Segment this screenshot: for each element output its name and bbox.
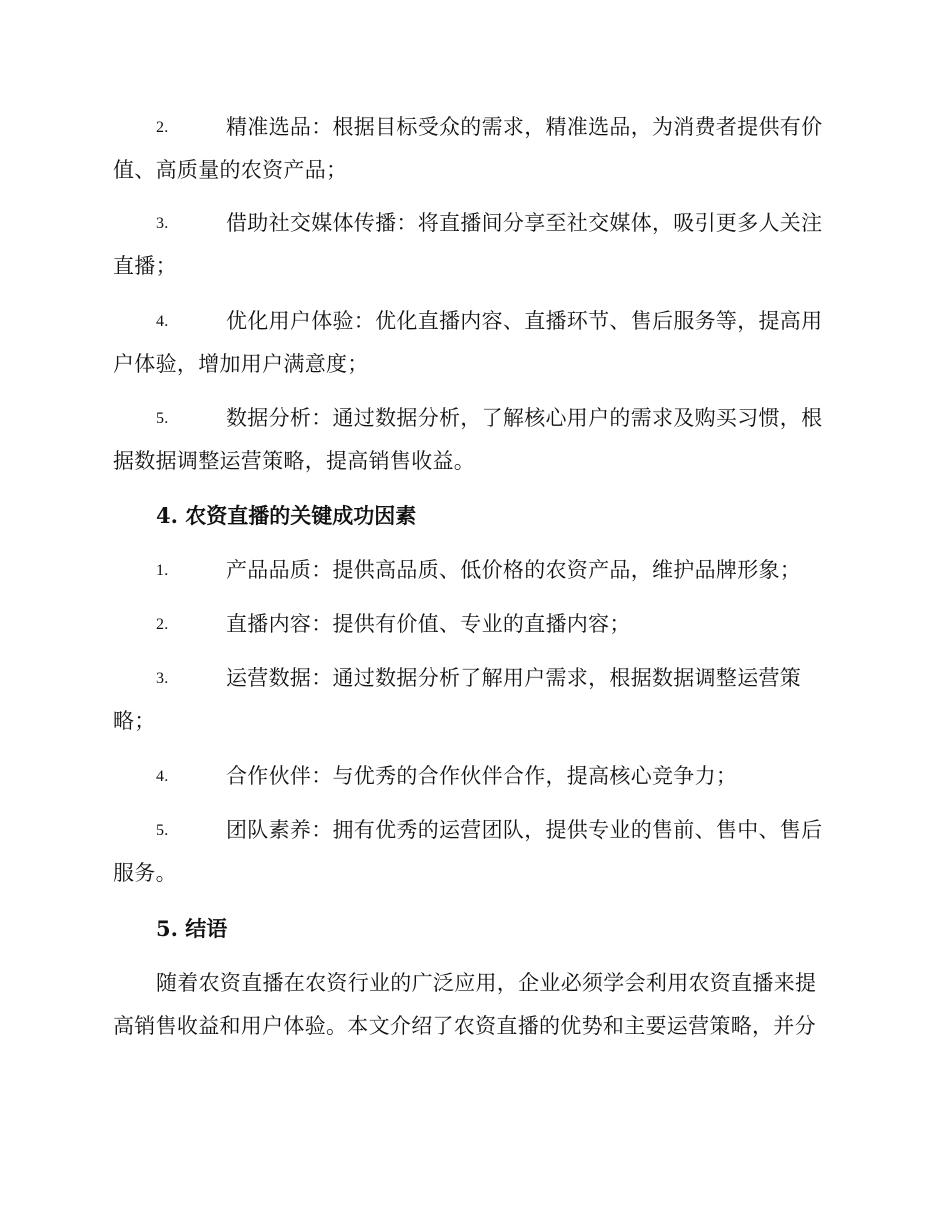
list-text-continued: 值、高质量的农资产品； (113, 158, 348, 182)
list-number: 2. (156, 119, 169, 136)
list-item (113, 657, 833, 743)
list-text: 借助社交媒体传播：将直播间分享至社交媒体，吸引更多人关注 (226, 211, 823, 235)
list-number: 2. (156, 616, 169, 633)
list-item (113, 809, 833, 895)
list-number: 4. (156, 313, 169, 330)
list-text: 数据分析：通过数据分析，了解核心用户的需求及购买习惯，根 (226, 406, 823, 430)
list-item (113, 106, 833, 192)
list-text: 精准选品：根据目标受众的需求，精准选品，为消费者提供有价 (226, 115, 823, 139)
paragraph-line: 随着农资直播在农资行业的广泛应用，企业必须学会利用农资直播来提 (156, 971, 817, 995)
list-text: 合作伙伴：与优秀的合作伙伴合作，提高核心竞争力； (226, 764, 738, 788)
list-text: 产品品质：提供高品质、低价格的农资产品，维护品牌形象； (226, 558, 802, 582)
list-text: 团队素养：拥有优秀的运营团队，提供专业的售前、售中、售后 (226, 818, 823, 842)
section-heading: 4. 农资直播的关键成功因素 (156, 503, 417, 528)
list-item (113, 549, 833, 592)
list-item (113, 755, 833, 798)
list-number: 1. (156, 562, 169, 579)
list-text-continued: 服务。 (113, 861, 177, 885)
list-text-continued: 略； (113, 709, 156, 733)
conclusion-paragraph (113, 962, 833, 1048)
list-text: 直播内容：提供有价值、专业的直播内容； (226, 612, 631, 636)
list-number: 3. (156, 215, 169, 232)
section-heading: 5. 结语 (156, 916, 228, 941)
list-item (113, 202, 833, 288)
list-text-continued: 据数据调整运营策略，提高销售收益。 (113, 449, 476, 473)
paragraph-line: 高销售收益和用户体验。本文介绍了农资直播的优势和主要运营策略，并分 (113, 1014, 816, 1038)
list-text-continued: 户体验，增加用户满意度； (113, 352, 369, 376)
list-item (113, 300, 833, 386)
list-item (113, 603, 833, 646)
list-number: 5. (156, 822, 169, 839)
list-text: 运营数据：通过数据分析了解用户需求，根据数据调整运营策 (226, 666, 802, 690)
list-number: 5. (156, 410, 169, 427)
list-text: 优化用户体验：优化直播内容、直播环节、售后服务等，提高用 (226, 309, 823, 333)
list-text-continued: 直播； (113, 254, 177, 278)
list-item (113, 397, 833, 483)
list-number: 4. (156, 768, 169, 785)
list-number: 3. (156, 670, 169, 687)
